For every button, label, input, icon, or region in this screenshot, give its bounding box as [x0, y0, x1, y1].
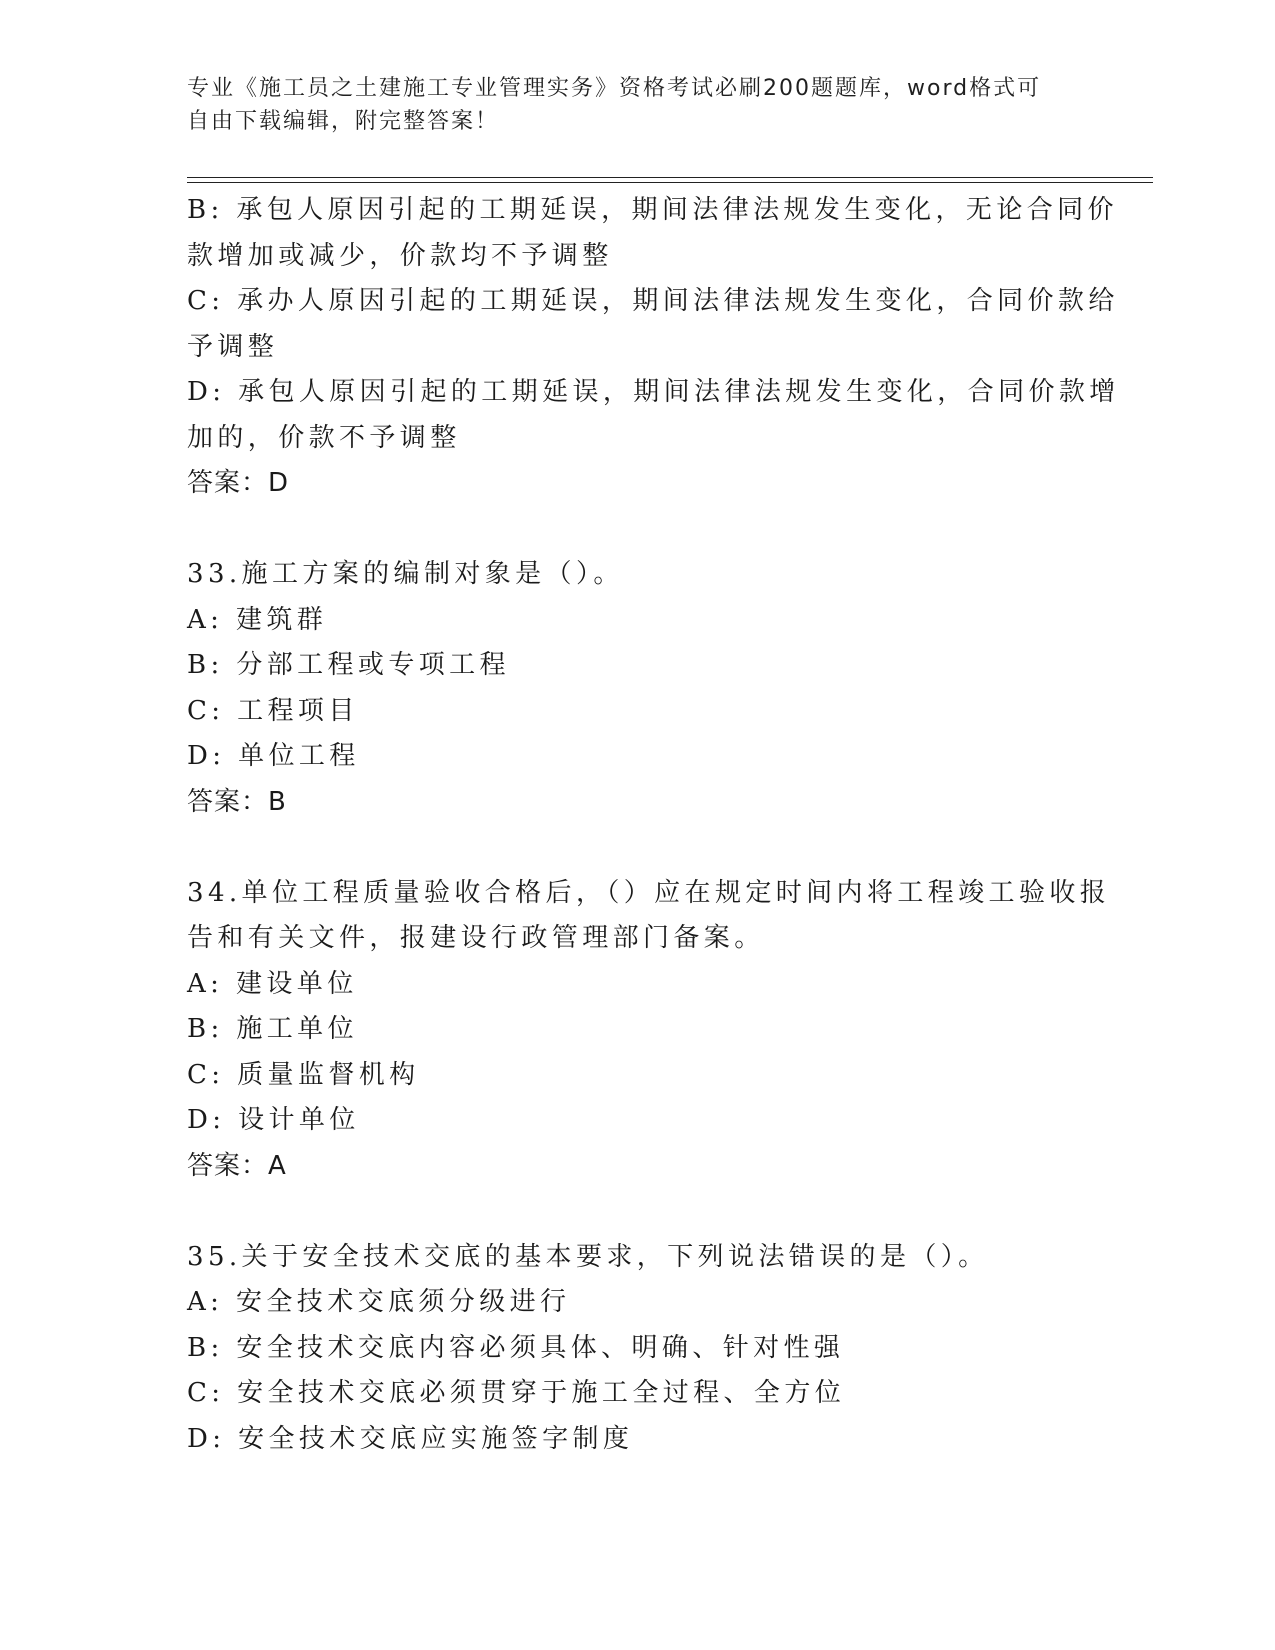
- question-text: 33.施工方案的编制对象是（）。: [187, 559, 624, 589]
- document-body: [187, 188, 1120, 1462]
- question-35: [187, 1235, 1067, 1463]
- option-b: B: 分部工程或专项工程: [187, 650, 510, 680]
- header-title-line-1: 专业《施工员之土建施工专业管理实务》资格考试必刷200题题库，word格式可: [187, 76, 1042, 101]
- question-34: [187, 871, 1111, 1190]
- question-33: [187, 552, 1067, 825]
- option-c: C: 安全技术交底必须贯穿于施工全过程、全方位: [187, 1378, 846, 1408]
- spacer: [187, 825, 1067, 871]
- option-d: D: 安全技术交底应实施签字制度: [187, 1423, 634, 1454]
- document-header: [187, 72, 1067, 138]
- option-d-line-1: D: 承包人原因引起的工期延误，期间法律法规发生变化，合同价款增: [187, 377, 1120, 407]
- question-32-continued: [187, 188, 1120, 507]
- option-c: C: 工程项目: [187, 695, 359, 726]
- option-d-line-2: 加的，价款不予调整: [187, 422, 461, 453]
- spacer: [187, 1189, 1067, 1235]
- header-divider-bottom: [187, 182, 1153, 183]
- option-b: B: 安全技术交底内容必须具体、明确、针对性强: [187, 1332, 845, 1363]
- answer-label: 答案：A: [187, 1150, 287, 1181]
- option-b: B: 施工单位: [187, 1014, 358, 1044]
- option-a: A: 建设单位: [187, 968, 358, 999]
- option-c-line-2: 予调整: [187, 331, 279, 362]
- option-b-line-1: B: 承包人原因引起的工期延误，期间法律法规发生变化，无论合同价: [187, 195, 1118, 225]
- header-divider-top: [187, 177, 1153, 178]
- option-c: C: 质量监督机构: [187, 1059, 420, 1090]
- spacer: [187, 507, 1067, 553]
- option-c-line-1: C: 承办人原因引起的工期延误，期间法律法规发生变化，合同价款给: [187, 286, 1119, 316]
- question-text-line-2: 告和有关文件，报建设行政管理部门备案。: [187, 923, 765, 953]
- option-d: D: 设计单位: [187, 1105, 360, 1135]
- option-a: A: 建筑群: [187, 604, 328, 635]
- option-a: A: 安全技术交底须分级进行: [187, 1287, 571, 1317]
- option-d: D: 单位工程: [187, 741, 360, 771]
- option-b-line-2: 款增加或减少，价款均不予调整: [187, 240, 613, 271]
- question-text-line-1: 34.单位工程质量验收合格后，（）应在规定时间内将工程竣工验收报: [187, 877, 1111, 908]
- header-title-line-2: 自由下载编辑，附完整答案！: [187, 109, 500, 134]
- answer-label: 答案：D: [187, 468, 290, 498]
- answer-label: 答案：B: [187, 786, 287, 817]
- question-text: 35.关于安全技术交底的基本要求，下列说法错误的是（）。: [187, 1241, 989, 1272]
